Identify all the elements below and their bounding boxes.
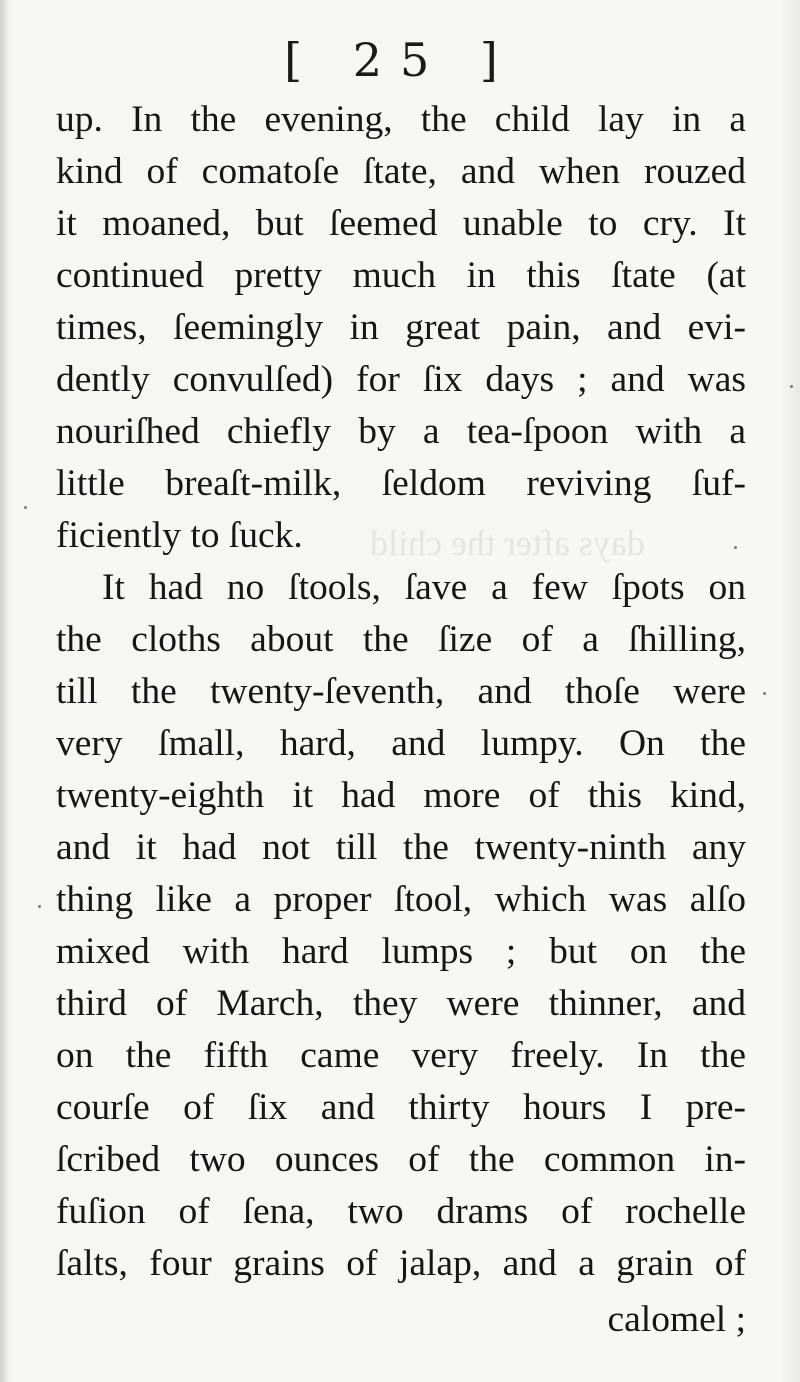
text-line: up. In the evening, the child lay in a — [56, 99, 746, 140]
text-line: ſcribed two ounces of the common in- — [56, 1139, 746, 1180]
text-line: very ſmall, hard, and lumpy. On the — [56, 723, 746, 764]
text-line: till the twenty-ſeventh, and thoſe were — [56, 671, 746, 712]
text-line: courſe of ſix and thirty hours I pre- — [56, 1087, 746, 1128]
page-edge-shadow — [0, 0, 8, 1382]
ink-speck — [790, 385, 793, 388]
text-line: mixed with hard lumps ; but on the — [56, 931, 746, 972]
text-line: little breaſt-milk, ſeldom reviving ſuf- — [56, 463, 746, 504]
text-line: nouriſhed chiefly by a tea-ſpoon with a — [56, 411, 746, 452]
text-line: continued pretty much in this ſtate (at — [56, 255, 746, 296]
text-line: twenty-eighth it had more of this kind, — [56, 775, 746, 816]
text-line: and it had not till the twenty-ninth any — [56, 827, 746, 868]
ink-speck — [38, 905, 41, 908]
text-line: third of March, they were thinner, and — [56, 983, 746, 1024]
text-line: ſalts, four grains of jalap, and a grain of — [56, 1243, 746, 1284]
bleed-through: days after the child — [370, 523, 645, 563]
text-line: dently convulſed) for ſix days ; and was — [56, 359, 746, 400]
page-number-header: [ 25 ] — [284, 33, 516, 87]
ink-speck — [763, 692, 766, 695]
text-line: kind of comatoſe ſtate, and when rouzed — [56, 151, 746, 192]
text-line: ficiently to ſuck. — [56, 515, 303, 556]
text-line: it moaned, but ſeemed unable to cry. It — [56, 203, 746, 244]
body-text — [56, 94, 746, 1346]
text-line: the cloths about the ſize of a ſhilling, — [56, 619, 746, 660]
catchword: calomel ; — [607, 1299, 746, 1340]
text-line: fuſion of ſena, two drams of rochelle — [56, 1191, 746, 1232]
text-line: It had no ſtools, ſave a few ſpots on — [102, 567, 746, 608]
text-line: times, ſeemingly in great pain, and evi- — [56, 307, 746, 348]
text-line: thing like a proper ſtool, which was alſo — [56, 879, 746, 920]
ink-speck — [24, 506, 27, 509]
text-line: on the fifth came very freely. In the — [56, 1035, 746, 1076]
